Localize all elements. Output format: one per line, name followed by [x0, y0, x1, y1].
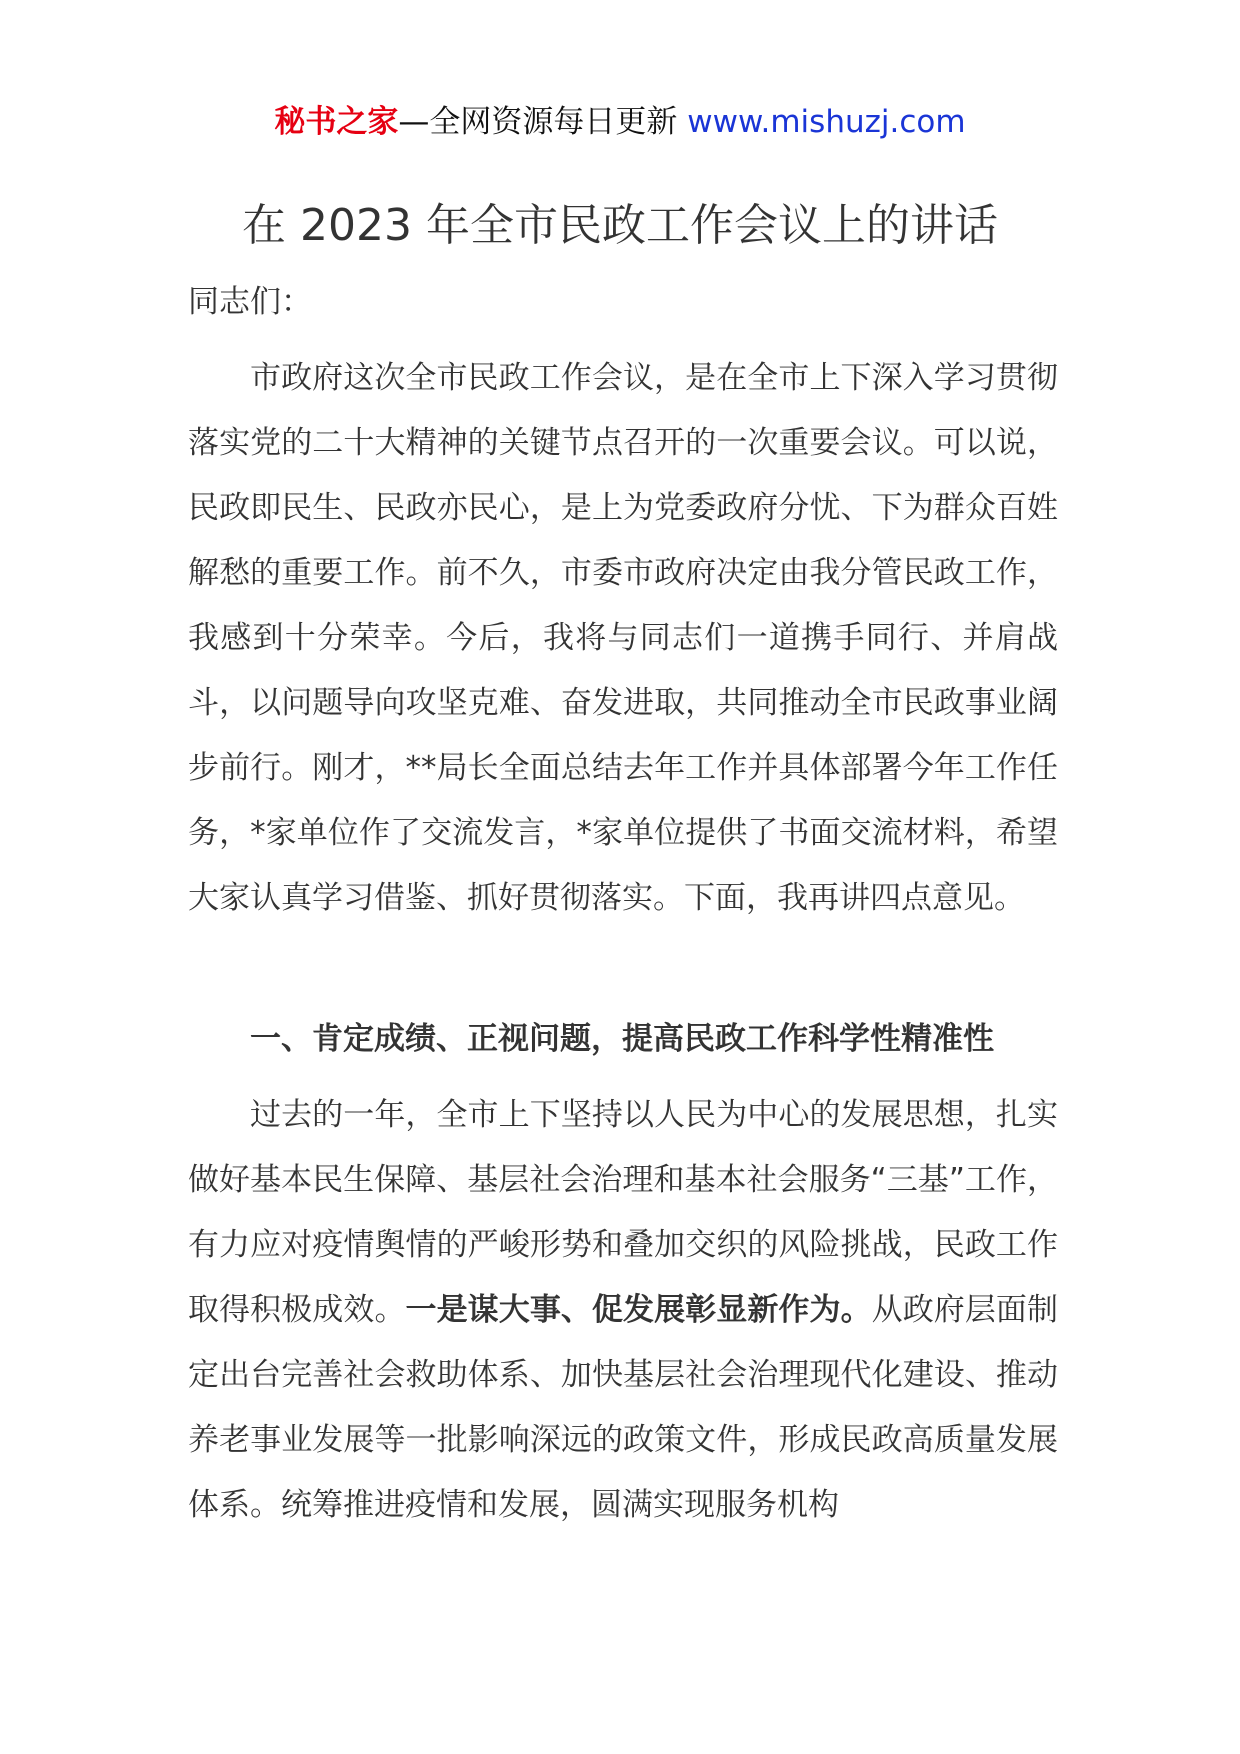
paragraph-achievements-bold: 一是谋大事、促发展彰显新作为。: [405, 1292, 872, 1328]
section-heading-1: 一、肯定成绩、正视问题，提高民政工作科学性精准性: [250, 1021, 994, 1057]
website-url: www.mishuzj.com: [687, 104, 966, 140]
header-slogan: —全网资源每日更新: [398, 104, 688, 140]
paragraph-intro: 市政府这次全市民政工作会议，是在全市上下深入学习贯彻落实党的二十大精神的关键节点召开的一次重要会议。可以说，民政即民生、民政亦民心，是上为党委政府分忧、下为群众百姓解愁的重要工作。前不久，市委市政府决定由我分管民政工作，我感到十分荣幸。今后，我将与同志们一道携手同行、并肩战斗，以问题导向攻坚克难、奋发进取，共同推动全市民政事业阔步前行。刚才，**局长全面总结去年工作并具体部署今年工作任务，*家单位作了交流发言，*家单位提供了书面交流材料，希望大家认真学习借鉴、抓好贯彻落实。下面，我再讲四点意见。: [188, 360, 1058, 916]
greeting: 同志们：: [188, 284, 312, 320]
paragraph-achievements-text-2: 从政府层面制定出台完善社会救助体系、加快基层社会治理现代化建设、推动养老事业发展等一批影响深远的政策文件，形成民政高质量发展体系。统筹推进疫情和发展，圆满实现服务机构: [188, 1292, 1059, 1523]
document-title: 在 2023 年全市民政工作会议上的讲话: [242, 200, 998, 251]
paragraph-achievements-text-1: 过去的一年，全市上下坚持以人民为中心的发展思想，扎实做好基本民生保障、基层社会治理和基本社会服务“三基”工作，有力应对疫情舆情的严峻形势和叠加交织的风险挑战，民政工作取得积极成效。: [188, 1097, 1058, 1328]
brand-name: 秘书之家: [274, 104, 399, 140]
paragraph-achievements: [188, 1083, 1058, 1538]
site-header: [0, 100, 1240, 144]
